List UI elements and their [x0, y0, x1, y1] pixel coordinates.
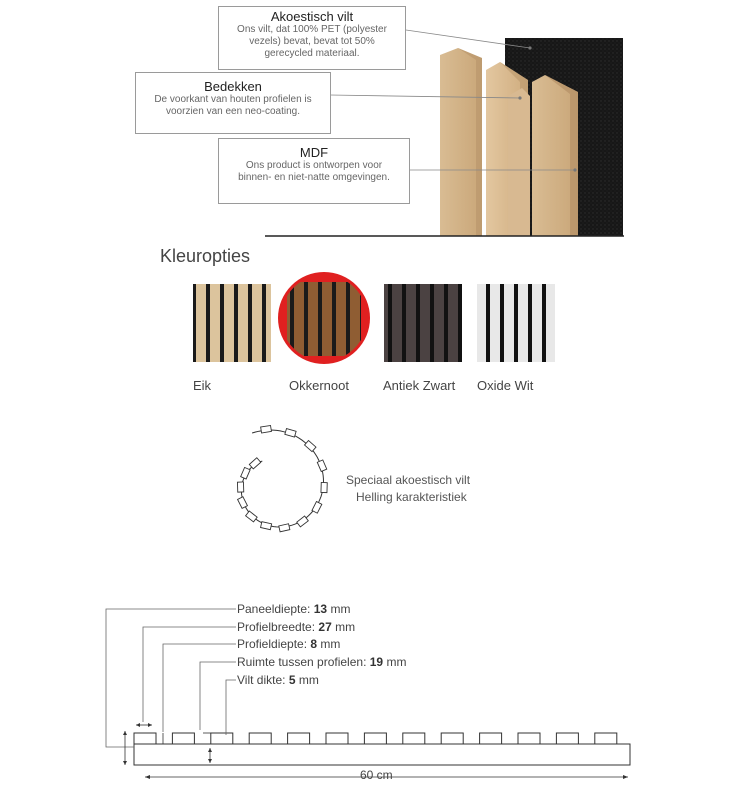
swatch-label: Okkernoot: [289, 378, 349, 393]
total-width-label: 60 cm: [360, 768, 393, 782]
dim-label-text: Vilt dikte:: [237, 673, 286, 687]
callout-title: Akoestisch vilt: [270, 9, 354, 24]
panel-base: [134, 744, 630, 765]
dim-value: 8: [310, 637, 318, 651]
profile-slat: [441, 733, 463, 744]
dim-unit: mm: [320, 637, 341, 651]
spiral-line-1: Speciaal akoestisch vilt: [346, 473, 471, 487]
profile-slat: [134, 733, 156, 744]
profile-slat: [211, 733, 233, 744]
dim-unit: mm: [298, 673, 319, 687]
swatch-label: Antiek Zwart: [383, 378, 456, 393]
dim-value: 19: [369, 655, 384, 669]
callout-desc: vezels) bevat, bevat tot 50%: [249, 36, 375, 47]
swatch-label: Eik: [193, 378, 212, 393]
dim-label-text: Profielbreedte:: [237, 620, 316, 634]
callout-desc: De voorkant van houten profielen is: [154, 94, 312, 105]
profile-slat: [556, 733, 578, 744]
dim-value: 27: [318, 620, 332, 634]
profile-slat: [403, 733, 425, 744]
dim-unit: mm: [330, 602, 351, 616]
dim-profielbreedte: [237, 620, 355, 634]
dim-unit: mm: [335, 620, 356, 634]
callout-desc: binnen- en niet-natte omgevingen.: [238, 172, 390, 183]
dim-ruimte: [237, 655, 406, 669]
profile-slat: [326, 733, 348, 744]
dim-paneeldiepte: [237, 602, 350, 616]
profile-slat: [364, 733, 386, 744]
swatch-label: Oxide Wit: [477, 378, 534, 393]
dim-unit: mm: [386, 655, 407, 669]
callout-desc: Ons product is ontworpen voor: [245, 160, 383, 171]
dim-value: 5: [288, 673, 296, 687]
dim-label-text: Ruimte tussen profielen:: [237, 655, 367, 669]
callout-desc: gerecycled materiaal.: [264, 48, 360, 59]
dim-vilt: [237, 673, 319, 687]
callout-title: Bedekken: [204, 79, 262, 94]
dim-label-text: Profieldiepte:: [237, 637, 308, 651]
callout-desc: voorzien van een neo-coating.: [166, 106, 300, 117]
spiral-line-2: Helling karakteristiek: [356, 490, 467, 504]
dim-profieldiepte: [237, 637, 340, 651]
profile-slat: [172, 733, 194, 744]
profile-slat: [249, 733, 271, 744]
profile-slat: [595, 733, 617, 744]
kleuropties-title: Kleuropties: [160, 246, 251, 266]
callout-desc: Ons vilt, dat 100% PET (polyester: [237, 24, 387, 35]
profile-slat: [288, 733, 310, 744]
dim-value: 13: [313, 602, 328, 616]
callout-title: MDF: [299, 145, 329, 160]
profile-slat: [480, 733, 502, 744]
profile-slat: [518, 733, 540, 744]
dim-label-text: Paneeldiepte:: [237, 602, 311, 616]
